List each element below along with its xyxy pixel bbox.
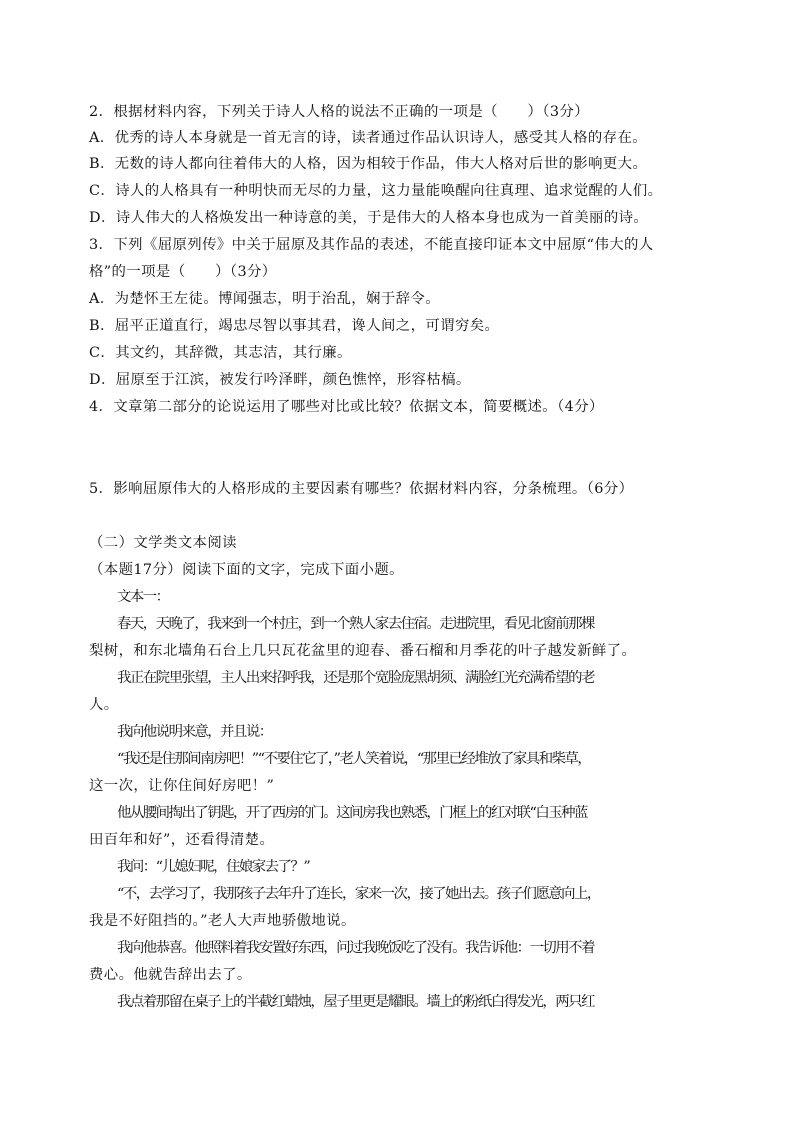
passage-line: 我点着那留在桌子上的半截红蜡烛，屋子里更是耀眼。墙上的粉纸白得发光，两只红 [117, 994, 594, 1010]
text-label: 文本一： [117, 589, 169, 605]
passage-line: “不，去学习了，我那孩子去年升了连长，家来一次，接了她出去。孩子们愿意向上， [117, 886, 600, 902]
passage-line: 我问：“儿媳妇呢，住娘家去了？” [117, 859, 310, 875]
q2-option-a: A．优秀的诗人本身就是一首无言的诗，读者通过作品认识诗人，感受其人格的存在。 [89, 130, 648, 146]
passage-line: 费心。他就告辞出去了。 [89, 967, 252, 983]
q3-option-d: D．屈原至于江滨，被发行吟泽畔，颜色憔悴，形容枯槁。 [89, 372, 471, 388]
passage-line: 我是不好阻挡的。”老人大声地骄傲地说。 [89, 913, 356, 929]
q2-option-c: C．诗人的人格具有一种明快而无尽的力量，这力量能唤醒向往真理、追求觉醒的人们。 [89, 183, 663, 199]
passage-line: 我向他说明来意，并且说： [117, 724, 272, 740]
passage-line: 我正在院里张望，主人出来招呼我，还是那个宽脸庞黑胡须、满脸红光充满希望的老 [117, 670, 594, 686]
q2-stem: 2．根据材料内容，下列关于诗人人格的说法不正确的一项是（ ）（3分） [89, 104, 590, 120]
q2-option-b: B．无数的诗人都向往着伟大的人格，因为相较于作品，伟大人格对后世的影响更大。 [89, 156, 648, 172]
passage-line: 他从腰间掏出了钥匙，开了西房的门。这间房我也熟悉，门框上的红对联“白玉种蓝 [117, 805, 587, 821]
q4-stem: 4．文章第二部分的论说运用了哪些对比或比较？依据文本，简要概述。（4分） [89, 399, 604, 415]
passage-line: 田百年和好”，还看得清楚。 [89, 832, 275, 848]
q3-stem-line1: 3．下列《屈原列传》中关于屈原及其作品的表述，不能直接印证本文中屈原“伟大的人 [89, 237, 654, 253]
section-instruction: （本题17分）阅读下面的文字，完成下面小题。 [89, 562, 404, 578]
section-heading: （二）文学类文本阅读 [89, 535, 237, 551]
q2-option-d: D．诗人伟大的人格焕发出一种诗意的美，于是伟大的人格本身也成为一首美丽的诗。 [89, 210, 649, 226]
q3-option-b: B．屈平正道直行，竭忠尽智以事其君，谗人间之，可谓穷矣。 [89, 318, 500, 334]
q3-stem-line2: 格”的一项是（ ）（3分） [89, 264, 277, 280]
passage-line: 梨树，和东北墙角石台上几只瓦花盆里的迎春、番石榴和月季花的叶子越发新鲜了。 [89, 643, 637, 659]
passage-line: 人。 [89, 697, 119, 713]
passage-line: 我向他恭喜。他照料着我安置好东西，问过我晚饭吃了没有。我告诉他：一切用不着 [117, 940, 594, 956]
passage-line: “我还是住那间南房吧！”“不要住它了，”老人笑着说，“那里已经堆放了家具和柴草， [117, 751, 591, 767]
q3-option-c: C．其文约，其辞微，其志洁，其行廉。 [89, 345, 352, 361]
q5-stem: 5．影响屈原伟大的人格形成的主要因素有哪些？依据材料内容，分条梳理。（6分） [89, 481, 634, 497]
q3-option-a: A．为楚怀王左徒。博闻强志，明于治乱，娴于辞令。 [89, 291, 440, 307]
passage-line: 这一次，让你住间好房吧！” [89, 778, 275, 794]
passage-line: 春天，天晚了，我来到一个村庄，到一个熟人家去住宿。走进院里，看见北窗前那棵 [117, 616, 594, 632]
